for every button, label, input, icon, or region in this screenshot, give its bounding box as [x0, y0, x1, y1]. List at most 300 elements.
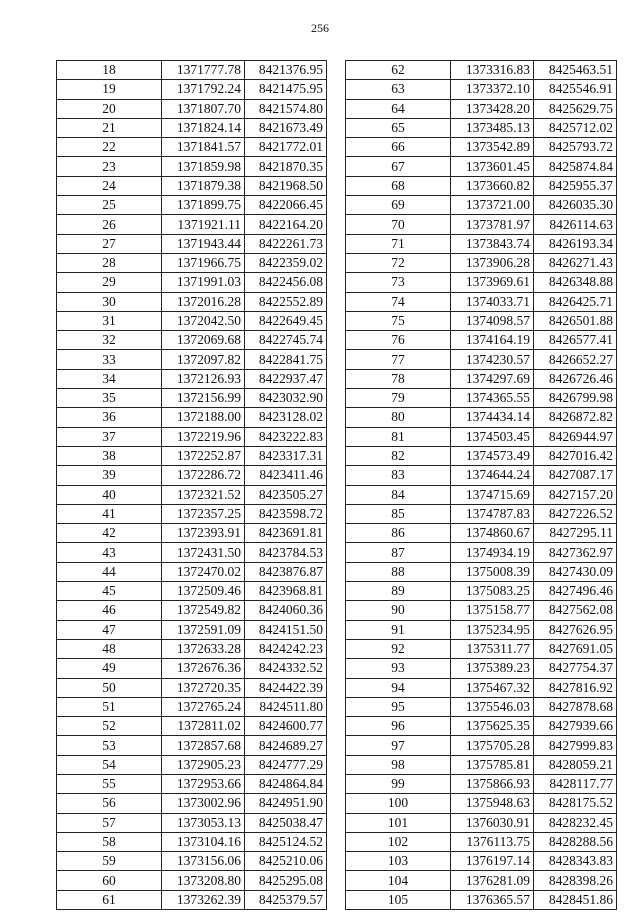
y-coordinate-cell: 8427939.66 — [534, 717, 617, 736]
x-coordinate-cell: 1372069.68 — [162, 331, 245, 350]
point-number-cell: 103 — [346, 852, 451, 871]
x-coordinate-cell: 1374297.69 — [451, 369, 534, 388]
x-coordinate-cell: 1373053.13 — [162, 813, 245, 832]
table-row — [57, 504, 327, 523]
table-row — [57, 582, 327, 601]
table-row — [57, 774, 327, 793]
x-coordinate-cell: 1374098.57 — [451, 311, 534, 330]
table-row — [346, 350, 617, 369]
y-coordinate-cell: 8425793.72 — [534, 138, 617, 157]
point-number-cell: 56 — [57, 794, 162, 813]
x-coordinate-cell: 1372633.28 — [162, 639, 245, 658]
x-coordinate-cell: 1373428.20 — [451, 99, 534, 118]
x-coordinate-cell: 1375625.35 — [451, 717, 534, 736]
x-coordinate-cell: 1375705.28 — [451, 736, 534, 755]
y-coordinate-cell: 8427691.05 — [534, 639, 617, 658]
point-number-cell: 92 — [346, 639, 451, 658]
y-coordinate-cell: 8426193.34 — [534, 234, 617, 253]
table-row — [346, 601, 617, 620]
x-coordinate-cell: 1372097.82 — [162, 350, 245, 369]
table-row — [346, 331, 617, 350]
x-coordinate-cell: 1374573.49 — [451, 446, 534, 465]
point-number-cell: 87 — [346, 543, 451, 562]
y-coordinate-cell: 8425629.75 — [534, 99, 617, 118]
y-coordinate-cell: 8427999.83 — [534, 736, 617, 755]
y-coordinate-cell: 8422745.74 — [245, 331, 327, 350]
y-coordinate-cell: 8421673.49 — [245, 118, 327, 137]
y-coordinate-cell: 8424600.77 — [245, 717, 327, 736]
point-number-cell: 68 — [346, 176, 451, 195]
y-coordinate-cell: 8425295.08 — [245, 871, 327, 890]
x-coordinate-cell: 1371966.75 — [162, 253, 245, 272]
y-coordinate-cell: 8423128.02 — [245, 408, 327, 427]
table-row — [346, 273, 617, 292]
table-row — [57, 601, 327, 620]
table-row — [57, 273, 327, 292]
point-number-cell: 57 — [57, 813, 162, 832]
x-coordinate-cell: 1371777.78 — [162, 61, 245, 80]
table-row — [57, 311, 327, 330]
point-number-cell: 23 — [57, 157, 162, 176]
table-row — [346, 717, 617, 736]
x-coordinate-cell: 1372470.02 — [162, 562, 245, 581]
point-number-cell: 66 — [346, 138, 451, 157]
table-row — [57, 118, 327, 137]
x-coordinate-cell: 1375866.93 — [451, 774, 534, 793]
y-coordinate-cell: 8427562.08 — [534, 601, 617, 620]
table-row — [57, 80, 327, 99]
point-number-cell: 41 — [57, 504, 162, 523]
y-coordinate-cell: 8424689.27 — [245, 736, 327, 755]
y-coordinate-cell: 8424151.50 — [245, 620, 327, 639]
y-coordinate-cell: 8425955.37 — [534, 176, 617, 195]
y-coordinate-cell: 8423317.31 — [245, 446, 327, 465]
table-row — [346, 138, 617, 157]
x-coordinate-cell: 1374164.19 — [451, 331, 534, 350]
point-number-cell: 47 — [57, 620, 162, 639]
point-number-cell: 62 — [346, 61, 451, 80]
table-row — [57, 61, 327, 80]
x-coordinate-cell: 1375158.77 — [451, 601, 534, 620]
table-row — [57, 215, 327, 234]
x-coordinate-cell: 1373906.28 — [451, 253, 534, 272]
table-row — [57, 562, 327, 581]
point-number-cell: 39 — [57, 466, 162, 485]
point-number-cell: 25 — [57, 196, 162, 215]
point-number-cell: 54 — [57, 755, 162, 774]
table-row — [346, 562, 617, 581]
point-number-cell: 63 — [346, 80, 451, 99]
table-row — [346, 176, 617, 195]
coordinate-table-right-body — [346, 61, 617, 910]
point-number-cell: 77 — [346, 350, 451, 369]
y-coordinate-cell: 8426501.88 — [534, 311, 617, 330]
table-row — [346, 736, 617, 755]
y-coordinate-cell: 8425038.47 — [245, 813, 327, 832]
y-coordinate-cell: 8423032.90 — [245, 389, 327, 408]
point-number-cell: 31 — [57, 311, 162, 330]
x-coordinate-cell: 1376113.75 — [451, 832, 534, 851]
point-number-cell: 32 — [57, 331, 162, 350]
y-coordinate-cell: 8426425.71 — [534, 292, 617, 311]
point-number-cell: 84 — [346, 485, 451, 504]
table-row — [346, 427, 617, 446]
y-coordinate-cell: 8426035.30 — [534, 196, 617, 215]
point-number-cell: 20 — [57, 99, 162, 118]
point-number-cell: 49 — [57, 659, 162, 678]
point-number-cell: 71 — [346, 234, 451, 253]
point-number-cell: 24 — [57, 176, 162, 195]
y-coordinate-cell: 8421968.50 — [245, 176, 327, 195]
point-number-cell: 22 — [57, 138, 162, 157]
x-coordinate-cell: 1372431.50 — [162, 543, 245, 562]
y-coordinate-cell: 8423598.72 — [245, 504, 327, 523]
y-coordinate-cell: 8424864.84 — [245, 774, 327, 793]
point-number-cell: 35 — [57, 389, 162, 408]
table-row — [346, 99, 617, 118]
x-coordinate-cell: 1373485.13 — [451, 118, 534, 137]
x-coordinate-cell: 1371899.75 — [162, 196, 245, 215]
point-number-cell: 105 — [346, 890, 451, 909]
y-coordinate-cell: 8426944.97 — [534, 427, 617, 446]
y-coordinate-cell: 8428398.26 — [534, 871, 617, 890]
point-number-cell: 74 — [346, 292, 451, 311]
x-coordinate-cell: 1375948.63 — [451, 794, 534, 813]
table-row — [346, 543, 617, 562]
y-coordinate-cell: 8426872.82 — [534, 408, 617, 427]
x-coordinate-cell: 1372357.25 — [162, 504, 245, 523]
point-number-cell: 36 — [57, 408, 162, 427]
table-row — [57, 678, 327, 697]
point-number-cell: 83 — [346, 466, 451, 485]
table-row — [57, 331, 327, 350]
point-number-cell: 75 — [346, 311, 451, 330]
y-coordinate-cell: 8422552.89 — [245, 292, 327, 311]
y-coordinate-cell: 8422164.20 — [245, 215, 327, 234]
x-coordinate-cell: 1372016.28 — [162, 292, 245, 311]
x-coordinate-cell: 1374503.45 — [451, 427, 534, 446]
point-number-cell: 28 — [57, 253, 162, 272]
point-number-cell: 89 — [346, 582, 451, 601]
x-coordinate-cell: 1373969.61 — [451, 273, 534, 292]
point-number-cell: 72 — [346, 253, 451, 272]
y-coordinate-cell: 8426348.88 — [534, 273, 617, 292]
x-coordinate-cell: 1374934.19 — [451, 543, 534, 562]
table-row — [346, 524, 617, 543]
y-coordinate-cell: 8423876.87 — [245, 562, 327, 581]
point-number-cell: 27 — [57, 234, 162, 253]
table-row — [346, 639, 617, 658]
table-row — [57, 138, 327, 157]
point-number-cell: 33 — [57, 350, 162, 369]
coordinate-table-right — [345, 60, 617, 910]
table-row — [346, 620, 617, 639]
point-number-cell: 52 — [57, 717, 162, 736]
x-coordinate-cell: 1373542.89 — [451, 138, 534, 157]
point-number-cell: 34 — [57, 369, 162, 388]
y-coordinate-cell: 8425874.84 — [534, 157, 617, 176]
point-number-cell: 46 — [57, 601, 162, 620]
table-row — [57, 427, 327, 446]
table-row — [57, 755, 327, 774]
table-row — [57, 196, 327, 215]
point-number-cell: 40 — [57, 485, 162, 504]
y-coordinate-cell: 8423222.83 — [245, 427, 327, 446]
table-row — [346, 369, 617, 388]
table-row — [57, 389, 327, 408]
table-row — [57, 852, 327, 871]
table-row — [57, 466, 327, 485]
y-coordinate-cell: 8422841.75 — [245, 350, 327, 369]
point-number-cell: 60 — [57, 871, 162, 890]
x-coordinate-cell: 1372188.00 — [162, 408, 245, 427]
table-row — [346, 871, 617, 890]
y-coordinate-cell: 8421870.35 — [245, 157, 327, 176]
coordinate-table-left — [56, 60, 327, 910]
point-number-cell: 85 — [346, 504, 451, 523]
point-number-cell: 38 — [57, 446, 162, 465]
y-coordinate-cell: 8427430.09 — [534, 562, 617, 581]
x-coordinate-cell: 1374365.55 — [451, 389, 534, 408]
y-coordinate-cell: 8425210.06 — [245, 852, 327, 871]
table-row — [346, 755, 617, 774]
x-coordinate-cell: 1372720.35 — [162, 678, 245, 697]
point-number-cell: 30 — [57, 292, 162, 311]
coordinate-table-left-body — [57, 61, 327, 910]
point-number-cell: 26 — [57, 215, 162, 234]
point-number-cell: 64 — [346, 99, 451, 118]
table-row — [346, 80, 617, 99]
table-row — [346, 157, 617, 176]
y-coordinate-cell: 8421772.01 — [245, 138, 327, 157]
table-row — [57, 794, 327, 813]
x-coordinate-cell: 1371792.24 — [162, 80, 245, 99]
table-row — [57, 832, 327, 851]
y-coordinate-cell: 8426726.46 — [534, 369, 617, 388]
point-number-cell: 93 — [346, 659, 451, 678]
point-number-cell: 104 — [346, 871, 451, 890]
y-coordinate-cell: 8423968.81 — [245, 582, 327, 601]
table-row — [57, 350, 327, 369]
point-number-cell: 50 — [57, 678, 162, 697]
point-number-cell: 18 — [57, 61, 162, 80]
x-coordinate-cell: 1371807.70 — [162, 99, 245, 118]
y-coordinate-cell: 8428059.21 — [534, 755, 617, 774]
point-number-cell: 48 — [57, 639, 162, 658]
point-number-cell: 53 — [57, 736, 162, 755]
x-coordinate-cell: 1374715.69 — [451, 485, 534, 504]
x-coordinate-cell: 1372676.36 — [162, 659, 245, 678]
point-number-cell: 95 — [346, 697, 451, 716]
table-row — [57, 253, 327, 272]
point-number-cell: 73 — [346, 273, 451, 292]
table-row — [346, 408, 617, 427]
y-coordinate-cell: 8427226.52 — [534, 504, 617, 523]
point-number-cell: 61 — [57, 890, 162, 909]
y-coordinate-cell: 8422359.02 — [245, 253, 327, 272]
y-coordinate-cell: 8423784.53 — [245, 543, 327, 562]
x-coordinate-cell: 1372857.68 — [162, 736, 245, 755]
x-coordinate-cell: 1374860.67 — [451, 524, 534, 543]
table-row — [346, 504, 617, 523]
y-coordinate-cell: 8422066.45 — [245, 196, 327, 215]
x-coordinate-cell: 1374033.71 — [451, 292, 534, 311]
table-row — [346, 813, 617, 832]
point-number-cell: 65 — [346, 118, 451, 137]
x-coordinate-cell: 1373372.10 — [451, 80, 534, 99]
x-coordinate-cell: 1372126.93 — [162, 369, 245, 388]
table-row — [57, 736, 327, 755]
y-coordinate-cell: 8427496.46 — [534, 582, 617, 601]
y-coordinate-cell: 8426652.27 — [534, 350, 617, 369]
point-number-cell: 59 — [57, 852, 162, 871]
y-coordinate-cell: 8427626.95 — [534, 620, 617, 639]
y-coordinate-cell: 8428343.83 — [534, 852, 617, 871]
table-row — [346, 832, 617, 851]
point-number-cell: 78 — [346, 369, 451, 388]
y-coordinate-cell: 8428451.86 — [534, 890, 617, 909]
table-row — [57, 697, 327, 716]
x-coordinate-cell: 1373104.16 — [162, 832, 245, 851]
x-coordinate-cell: 1371824.14 — [162, 118, 245, 137]
x-coordinate-cell: 1373781.97 — [451, 215, 534, 234]
x-coordinate-cell: 1373721.00 — [451, 196, 534, 215]
point-number-cell: 79 — [346, 389, 451, 408]
y-coordinate-cell: 8425546.91 — [534, 80, 617, 99]
table-row — [346, 196, 617, 215]
table-row — [346, 311, 617, 330]
table-row — [57, 157, 327, 176]
y-coordinate-cell: 8424951.90 — [245, 794, 327, 813]
x-coordinate-cell: 1374230.57 — [451, 350, 534, 369]
x-coordinate-cell: 1374434.14 — [451, 408, 534, 427]
table-row — [57, 408, 327, 427]
x-coordinate-cell: 1372286.72 — [162, 466, 245, 485]
x-coordinate-cell: 1375546.03 — [451, 697, 534, 716]
x-coordinate-cell: 1372252.87 — [162, 446, 245, 465]
point-number-cell: 86 — [346, 524, 451, 543]
table-row — [346, 890, 617, 909]
y-coordinate-cell: 8421574.80 — [245, 99, 327, 118]
x-coordinate-cell: 1373843.74 — [451, 234, 534, 253]
point-number-cell: 94 — [346, 678, 451, 697]
point-number-cell: 51 — [57, 697, 162, 716]
x-coordinate-cell: 1373262.39 — [162, 890, 245, 909]
table-row — [346, 678, 617, 697]
y-coordinate-cell: 8422937.47 — [245, 369, 327, 388]
point-number-cell: 21 — [57, 118, 162, 137]
x-coordinate-cell: 1372765.24 — [162, 697, 245, 716]
y-coordinate-cell: 8425124.52 — [245, 832, 327, 851]
x-coordinate-cell: 1376030.91 — [451, 813, 534, 832]
y-coordinate-cell: 8428175.52 — [534, 794, 617, 813]
y-coordinate-cell: 8427878.68 — [534, 697, 617, 716]
x-coordinate-cell: 1373601.45 — [451, 157, 534, 176]
y-coordinate-cell: 8424060.36 — [245, 601, 327, 620]
point-number-cell: 88 — [346, 562, 451, 581]
table-row — [57, 292, 327, 311]
point-number-cell: 99 — [346, 774, 451, 793]
y-coordinate-cell: 8421376.95 — [245, 61, 327, 80]
table-row — [346, 61, 617, 80]
point-number-cell: 80 — [346, 408, 451, 427]
y-coordinate-cell: 8421475.95 — [245, 80, 327, 99]
table-row — [346, 794, 617, 813]
x-coordinate-cell: 1372219.96 — [162, 427, 245, 446]
x-coordinate-cell: 1372549.82 — [162, 601, 245, 620]
point-number-cell: 91 — [346, 620, 451, 639]
y-coordinate-cell: 8424332.52 — [245, 659, 327, 678]
point-number-cell: 96 — [346, 717, 451, 736]
x-coordinate-cell: 1375467.32 — [451, 678, 534, 697]
table-row — [57, 813, 327, 832]
table-row — [57, 543, 327, 562]
y-coordinate-cell: 8424242.23 — [245, 639, 327, 658]
point-number-cell: 90 — [346, 601, 451, 620]
point-number-cell: 67 — [346, 157, 451, 176]
table-row — [346, 446, 617, 465]
y-coordinate-cell: 8428288.56 — [534, 832, 617, 851]
y-coordinate-cell: 8425463.51 — [534, 61, 617, 80]
x-coordinate-cell: 1376197.14 — [451, 852, 534, 871]
table-row — [57, 485, 327, 504]
y-coordinate-cell: 8427754.37 — [534, 659, 617, 678]
point-number-cell: 37 — [57, 427, 162, 446]
y-coordinate-cell: 8425379.57 — [245, 890, 327, 909]
table-row — [346, 118, 617, 137]
x-coordinate-cell: 1373208.80 — [162, 871, 245, 890]
x-coordinate-cell: 1371841.57 — [162, 138, 245, 157]
x-coordinate-cell: 1374644.24 — [451, 466, 534, 485]
table-row — [346, 697, 617, 716]
y-coordinate-cell: 8426271.43 — [534, 253, 617, 272]
y-coordinate-cell: 8422261.73 — [245, 234, 327, 253]
table-row — [346, 852, 617, 871]
y-coordinate-cell: 8426114.63 — [534, 215, 617, 234]
y-coordinate-cell: 8423691.81 — [245, 524, 327, 543]
x-coordinate-cell: 1372042.50 — [162, 311, 245, 330]
x-coordinate-cell: 1372509.46 — [162, 582, 245, 601]
y-coordinate-cell: 8422456.08 — [245, 273, 327, 292]
point-number-cell: 19 — [57, 80, 162, 99]
table-row — [57, 639, 327, 658]
point-number-cell: 70 — [346, 215, 451, 234]
y-coordinate-cell: 8422649.45 — [245, 311, 327, 330]
x-coordinate-cell: 1374787.83 — [451, 504, 534, 523]
table-row — [57, 871, 327, 890]
table-row — [346, 774, 617, 793]
x-coordinate-cell: 1376281.09 — [451, 871, 534, 890]
point-number-cell: 44 — [57, 562, 162, 581]
point-number-cell: 97 — [346, 736, 451, 755]
table-row — [346, 234, 617, 253]
point-number-cell: 81 — [346, 427, 451, 446]
point-number-cell: 76 — [346, 331, 451, 350]
x-coordinate-cell: 1372591.09 — [162, 620, 245, 639]
table-row — [57, 620, 327, 639]
point-number-cell: 55 — [57, 774, 162, 793]
y-coordinate-cell: 8427157.20 — [534, 485, 617, 504]
x-coordinate-cell: 1372321.52 — [162, 485, 245, 504]
x-coordinate-cell: 1371943.44 — [162, 234, 245, 253]
table-row — [57, 176, 327, 195]
x-coordinate-cell: 1376365.57 — [451, 890, 534, 909]
x-coordinate-cell: 1372811.02 — [162, 717, 245, 736]
table-row — [57, 446, 327, 465]
y-coordinate-cell: 8427816.92 — [534, 678, 617, 697]
x-coordinate-cell: 1371921.11 — [162, 215, 245, 234]
x-coordinate-cell: 1373002.96 — [162, 794, 245, 813]
